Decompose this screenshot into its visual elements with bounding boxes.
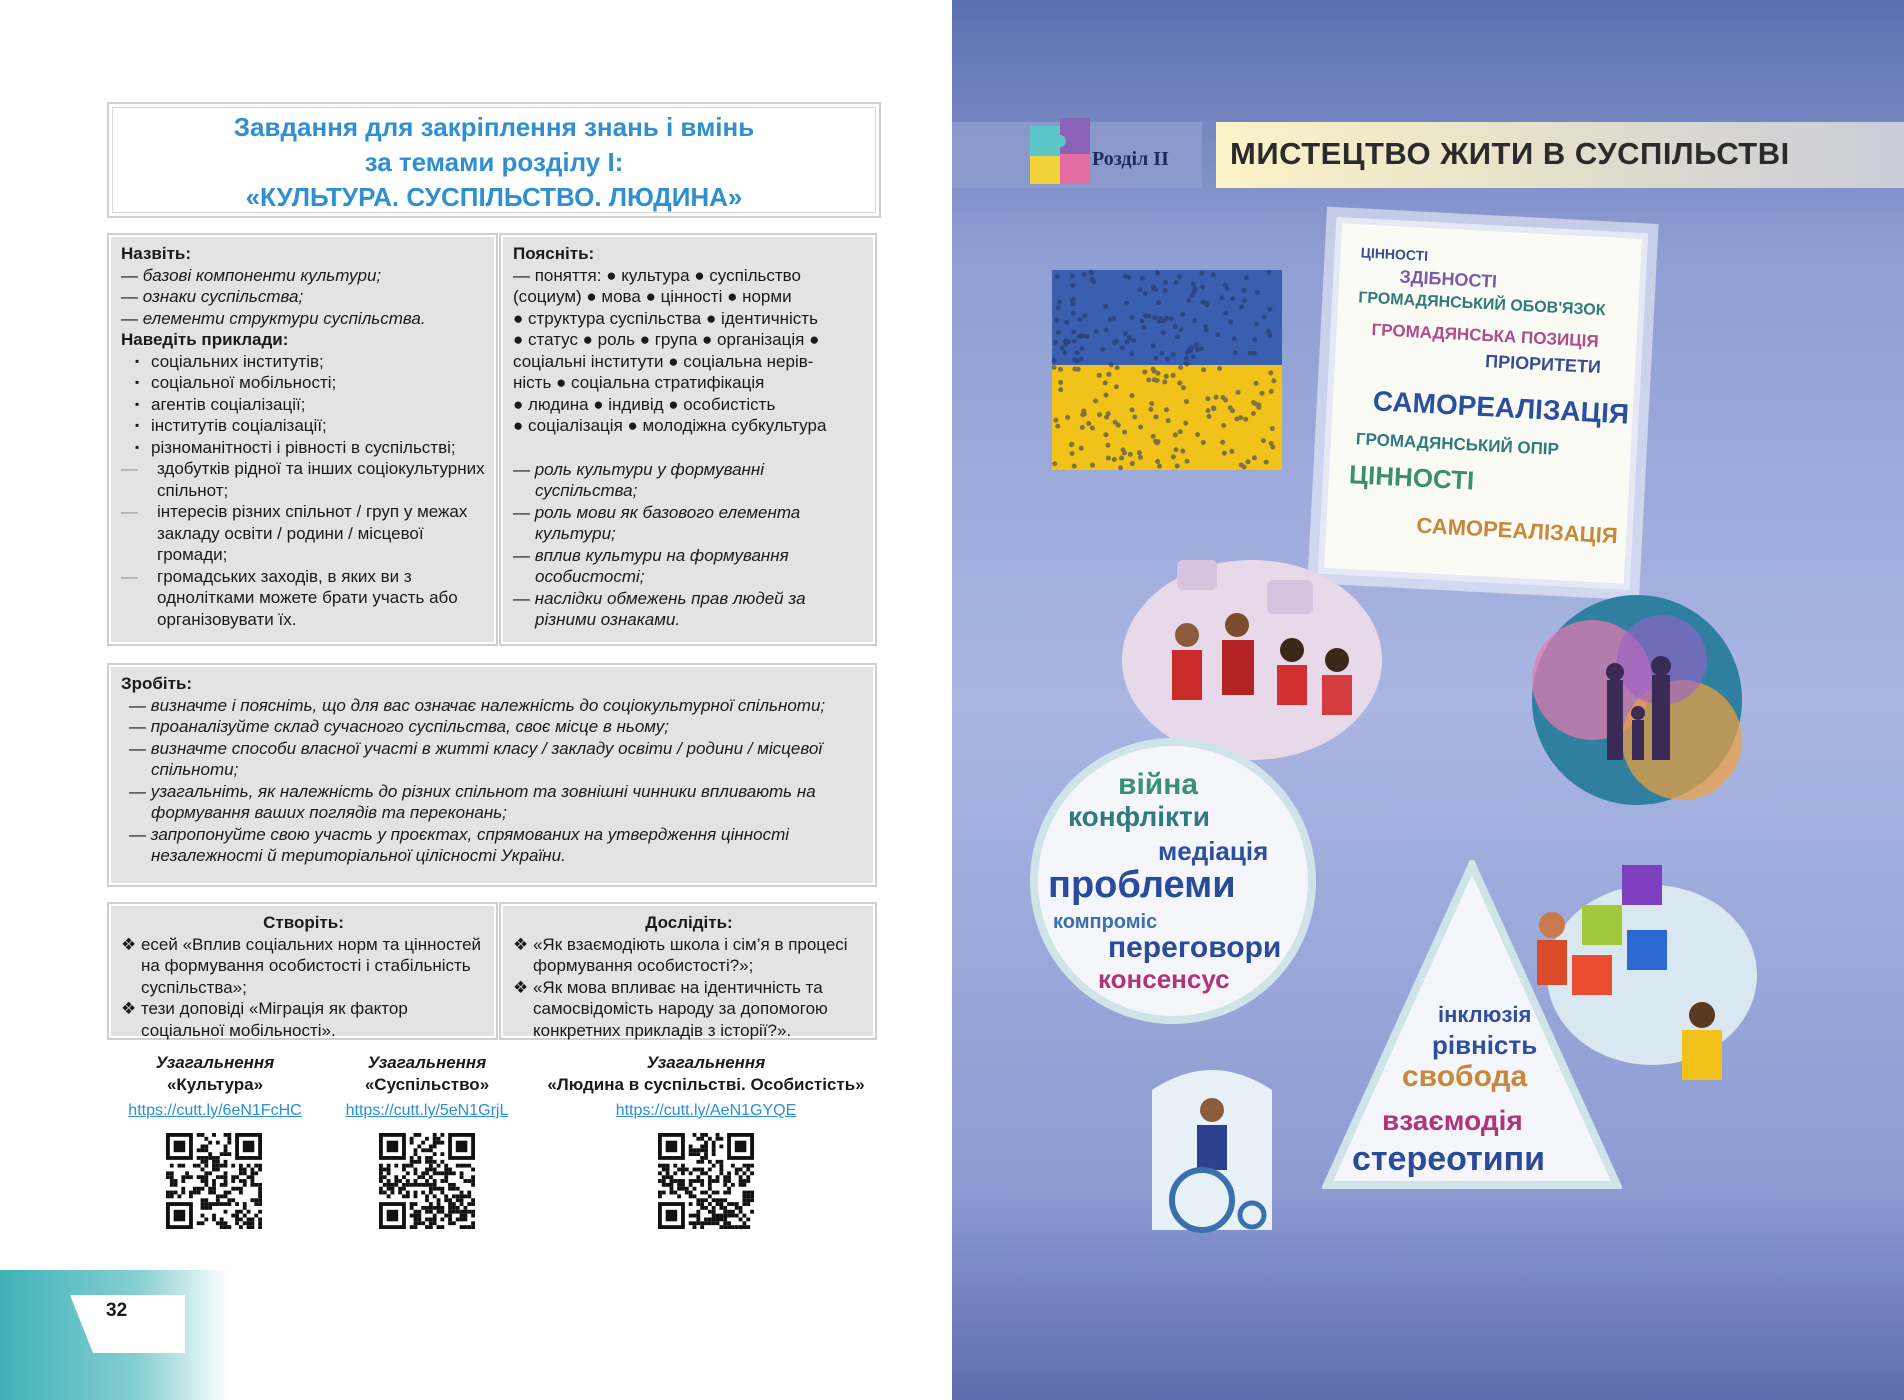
examples-header: Наведіть приклади: — [121, 330, 289, 349]
page-number: 32 — [106, 1300, 128, 1321]
name-item: — ознаки суспільства; — [121, 287, 304, 306]
concepts-line: ність ● соціальна стратифікація — [513, 373, 765, 392]
qr-code-society[interactable] — [379, 1133, 475, 1229]
concepts-line: ● структура суспільства ● ідентичність — [513, 308, 818, 328]
create-box — [107, 902, 498, 1040]
cloud-word: САМОРЕАЛІЗАЦІЯ — [1372, 385, 1630, 430]
cloud-word: рівність — [1432, 1030, 1538, 1060]
name-item: — базові компоненти культури; — [121, 265, 382, 285]
explain-item: — роль культури у формуванні суспільства; — [513, 459, 765, 500]
research-box — [499, 902, 877, 1040]
cloud-word: взаємодія — [1382, 1105, 1523, 1136]
qr-code-person[interactable] — [658, 1133, 754, 1229]
cloud-word: ГРОМАДЯНСЬКИЙ ОБОВ'ЯЗОК — [1357, 289, 1606, 320]
section-label: Розділ II — [1092, 148, 1169, 170]
example-bullet: ▪ різноманітності і рівності в суспільстві; — [121, 437, 486, 459]
puzzle-icon — [1026, 112, 1098, 188]
summary-title: «Суспільство» — [364, 1075, 490, 1094]
example-dash: — здобутків рідної та інших соціокультурних спільнот; — [121, 458, 486, 501]
explain-item: — роль мови як базового елемента культури; — [513, 502, 801, 543]
do-box — [107, 663, 877, 887]
summary-title: «Культура» — [166, 1075, 264, 1094]
concepts-line: (социум) ● мова ● цінності ● норми — [513, 287, 792, 306]
section-title: МИСТЕЦТВО ЖИТИ В СУСПІЛЬСТВІ — [1230, 136, 1790, 171]
summary-label: Узагальнення — [367, 1053, 487, 1072]
do-item: — визначте способи власної участі в житті класу / закладу освіти / родини / місцевої спільноти; — [129, 738, 823, 779]
cloud-word: ЦІННОСТІ — [1348, 459, 1475, 496]
tasks-title-box — [107, 102, 881, 218]
explain-item: — вплив культури на формування особистості; — [513, 545, 789, 586]
summary-society — [322, 1052, 532, 1096]
cloud-word: конфлікти — [1068, 801, 1210, 832]
explain-item: — наслідки обмежень прав людей за різними ознаками. — [513, 588, 806, 629]
create-header: Створіть: — [263, 913, 344, 932]
cloud-word: САМОРЕАЛІЗАЦІЯ — [1415, 512, 1619, 549]
cloud-word: ГРОМАДЯНСЬКА ПОЗИЦІЯ — [1371, 320, 1600, 351]
do-item: — запропонуйте свою участь у проєктах, спрямованих на утвердження цінності незалежності й територіальної цілісності України. — [129, 824, 790, 865]
summary-label: Узагальнення — [155, 1053, 275, 1072]
create-item: ❖ есей «Вплив соціальних норм та цінностей на формування особистості і стабільність суспільства»; — [121, 934, 482, 997]
cloud-word: свобода — [1402, 1060, 1528, 1093]
research-item: ❖ «Як мова впливає на ідентичність та самосвідомість народу за допомогою конкретних прикладів з історії?». — [513, 977, 828, 1040]
cloud-word: інклюзія — [1438, 1002, 1532, 1027]
cloud-word: медіація — [1158, 836, 1269, 866]
name-item: — елементи структури суспільства. — [121, 308, 426, 328]
wheelchair-person-illustration — [1132, 1050, 1292, 1250]
concepts-line: ● статус ● роль ● група ● організація ● — [513, 330, 820, 349]
title-line-3: «КУЛЬТУРА. СУСПІЛЬСТВО. ЛЮДИНА» — [245, 182, 743, 212]
cloud-word: переговори — [1108, 931, 1282, 964]
equality-triangle-word-cloud — [1322, 860, 1622, 1190]
do-item: — визначте і поясніть, що для вас означає належність до соціокультурної спільноти; — [129, 695, 826, 715]
research-header: Дослідіть: — [645, 913, 733, 932]
research-item: ❖ «Як взаємодіють школа і сім’я в процесі формування особистості?»; — [513, 934, 848, 975]
summary-culture — [110, 1052, 320, 1096]
cloud-word: війна — [1118, 768, 1199, 801]
cloud-word: консенсус — [1098, 964, 1230, 994]
example-dash: — інтересів різних спільнот / груп у межах закладу освіти / родини / місцевої громади; — [121, 501, 486, 566]
name-box — [107, 233, 498, 646]
example-bullet: ▪ соціальних інститутів; — [121, 351, 486, 373]
do-item: — проаналізуйте склад сучасного суспільства, своє місце в ньому; — [129, 717, 669, 736]
example-dash: — громадських заходів, в яких ви з однолітками можете брати участь або організовувати їх. — [121, 566, 486, 631]
family-watercolor-illustration — [1512, 570, 1762, 830]
concepts-line: ● людина ● індивід ● особистість — [513, 394, 776, 414]
cloud-word: ПРІОРИТЕТИ — [1484, 351, 1602, 378]
right-page — [952, 0, 1904, 1400]
summary-label: Узагальнення — [646, 1053, 766, 1072]
concepts-line: соціальні інститути ● соціальна нерів- — [513, 351, 814, 371]
do-item: — узагальніть, як належність до різних спільнот та зовнішні чинники впливають на формування ваших поглядів та переконань; — [129, 781, 816, 822]
title-line-2: за темами розділу I: — [364, 147, 624, 177]
summary-person — [530, 1052, 882, 1096]
do-header: Зробіть: — [121, 674, 193, 693]
cloud-word: проблеми — [1048, 864, 1236, 906]
cloud-word: компроміс — [1053, 911, 1158, 933]
values-word-cloud — [1318, 217, 1648, 590]
cloud-word: ГРОМАДЯНСЬКИЙ ОПІР — [1355, 429, 1560, 460]
name-header: Назвіть: — [121, 244, 192, 263]
explain-header: Поясніть: — [513, 244, 595, 263]
concepts-line: — поняття: ● культура ● суспільство — [513, 265, 801, 285]
explain-box — [499, 233, 877, 646]
create-item: ❖ тези доповіді «Міграція як фактор соціальної мобільності». — [121, 999, 408, 1040]
crowd-flag-illustration — [1042, 240, 1292, 500]
cloud-word: ЗДІБНОСТІ — [1399, 266, 1498, 292]
qr-code-culture[interactable] — [166, 1133, 262, 1229]
summary-title: «Людина в суспільстві. Особистість» — [547, 1075, 865, 1094]
cloud-word: стереотипи — [1352, 1140, 1546, 1178]
summary-link-culture[interactable]: https://cutt.ly/6eN1FcHC — [128, 1102, 302, 1119]
summary-link-person[interactable]: https://cutt.ly/AeN1GYQE — [615, 1102, 797, 1119]
example-bullet: ▪ соціальної мобільності; — [121, 372, 486, 394]
cloud-word: ЦІННОСТІ — [1360, 244, 1429, 264]
concepts-line: ● соціалізація ● молодіжна субкультура — [513, 416, 827, 435]
title-line-1: Завдання для закріплення знань і вмінь — [233, 112, 755, 142]
example-bullet: ▪ інститутів соціалізації; — [121, 415, 486, 437]
example-bullet: ▪ агентів соціалізації; — [121, 394, 486, 416]
conflicts-word-cloud — [1030, 738, 1316, 1024]
summary-link-society[interactable]: https://cutt.ly/5eN1GrjL — [345, 1102, 509, 1119]
